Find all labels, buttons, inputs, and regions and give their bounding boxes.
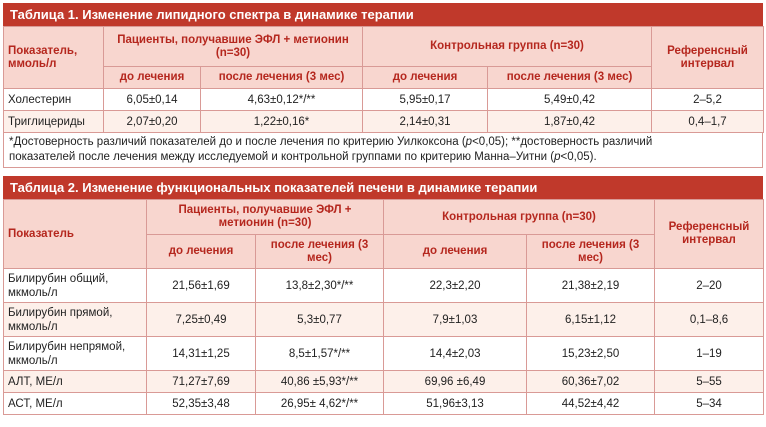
cell-patients-after: 4,63±0,12*/** [201,89,363,111]
row-name: Билирубин прямой, мкмоль/л [4,303,147,337]
cell-control-before: 51,96±3,13 [384,393,527,415]
cell-control-before: 22,3±2,20 [384,269,527,303]
cell-control-after: 60,36±7,02 [527,371,655,393]
table-row [4,303,764,337]
header-reference: Референсный интервал [655,200,764,269]
header-control-before: до лечения [363,67,488,89]
table-row [4,269,764,303]
header-control: Контрольная группа (n=30) [363,27,652,67]
cell-control-after: 44,52±4,42 [527,393,655,415]
table-1-title: Таблица 1. Изменение липидного спектра в динамике терапии [3,3,763,26]
cell-patients-before: 14,31±1,25 [147,337,256,371]
cell-patients-after: 1,22±0,16* [201,111,363,133]
cell-control-after: 21,38±2,19 [527,269,655,303]
header-control: Контрольная группа (n=30) [384,200,655,235]
table-1 [3,3,763,168]
header-indicator: Показатель, ммоль/л [4,27,104,89]
header-patients-after: после лечения (3 мес) [256,235,384,269]
table-2-title: Таблица 2. Изменение функциональных показателей печени в динамике терапии [3,176,763,199]
cell-patients-after: 40,86 ±5,93*/** [256,371,384,393]
table-row [4,393,764,415]
cell-patients-before: 6,05±0,14 [104,89,201,111]
cell-control-before: 2,14±0,31 [363,111,488,133]
table-1-grid [3,26,764,133]
cell-reference: 0,4–1,7 [652,111,764,133]
cell-control-after: 1,87±0,42 [488,111,652,133]
header-reference: Референсный интервал [652,27,764,89]
table-row [4,337,764,371]
header-patients: Пациенты, получавшие ЭФЛ + метионин (n=30) [104,27,363,67]
row-name: Билирубин общий, мкмоль/л [4,269,147,303]
cell-patients-before: 71,27±7,69 [147,371,256,393]
cell-patients-after: 8,5±1,57*/** [256,337,384,371]
cell-control-before: 5,95±0,17 [363,89,488,111]
table-2 [3,176,763,415]
header-indicator: Показатель [4,200,147,269]
row-name: Билирубин непрямой, мкмоль/л [4,337,147,371]
cell-reference: 0,1–8,6 [655,303,764,337]
table-row [4,111,764,133]
cell-reference: 2–20 [655,269,764,303]
cell-reference: 5–34 [655,393,764,415]
row-name: Холестерин [4,89,104,111]
header-control-after: после лечения (3 мес) [527,235,655,269]
table-2-grid [3,199,764,415]
row-name: АЛТ, МЕ/л [4,371,147,393]
table-row [4,89,764,111]
cell-patients-before: 21,56±1,69 [147,269,256,303]
cell-control-after: 15,23±2,50 [527,337,655,371]
header-control-before: до лечения [384,235,527,269]
cell-reference: 5–55 [655,371,764,393]
cell-control-after: 6,15±1,12 [527,303,655,337]
row-name: Триглицериды [4,111,104,133]
cell-control-before: 7,9±1,03 [384,303,527,337]
header-patients-before: до лечения [147,235,256,269]
table-1-footnote: *Достоверность различий показателей до и после лечения по критерию Уилкоксона (p<0,05); **достоверность различий показателей после лечения между исследуемой и контрольной группами по критерию Манна–Уитни (p<0,05). [3,133,763,168]
row-name: АСТ, МЕ/л [4,393,147,415]
header-patients-before: до лечения [104,67,201,89]
cell-patients-after: 5,3±0,77 [256,303,384,337]
cell-control-before: 69,96 ±6,49 [384,371,527,393]
cell-patients-before: 52,35±3,48 [147,393,256,415]
header-control-after: после лечения (3 мес) [488,67,652,89]
cell-patients-after: 26,95± 4,62*/** [256,393,384,415]
cell-patients-before: 2,07±0,20 [104,111,201,133]
cell-patients-after: 13,8±2,30*/** [256,269,384,303]
cell-reference: 2–5,2 [652,89,764,111]
table-row [4,371,764,393]
cell-control-after: 5,49±0,42 [488,89,652,111]
header-patients: Пациенты, получавшие ЭФЛ + метионин (n=30) [147,200,384,235]
cell-reference: 1–19 [655,337,764,371]
cell-control-before: 14,4±2,03 [384,337,527,371]
header-patients-after: после лечения (3 мес) [201,67,363,89]
cell-patients-before: 7,25±0,49 [147,303,256,337]
